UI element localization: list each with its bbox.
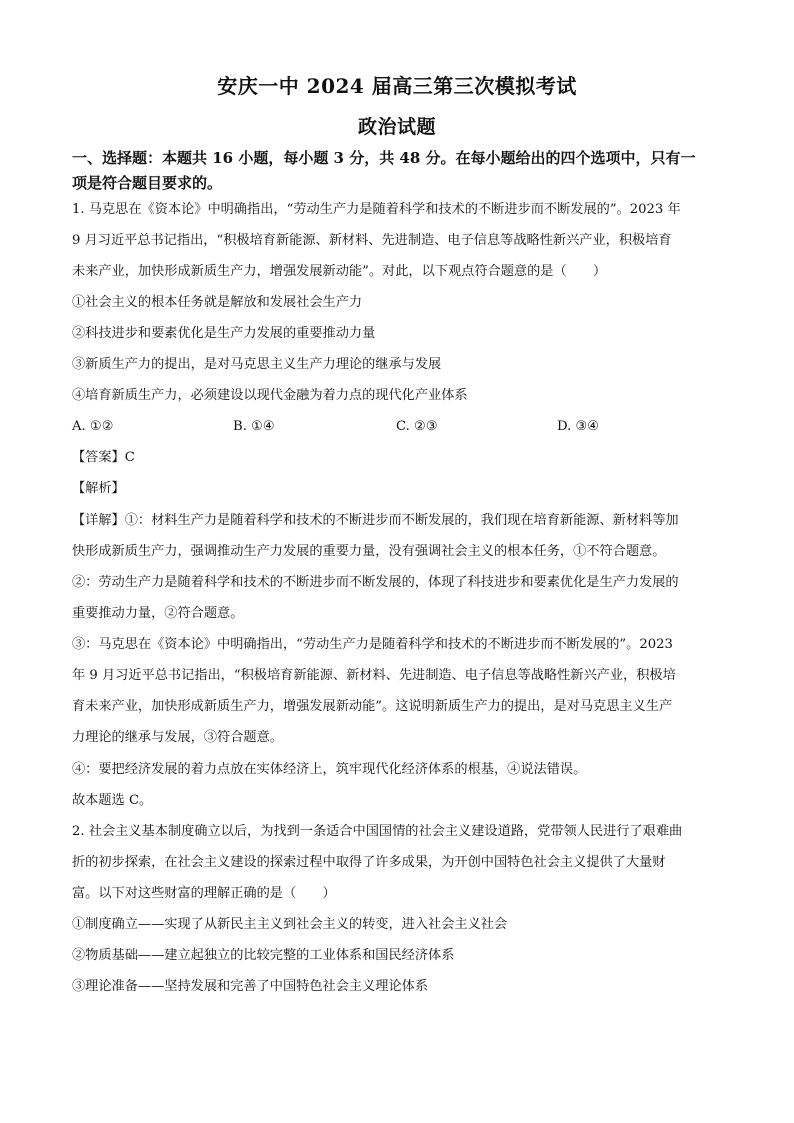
q1-statement-2: ②科技进步和要素优化是生产力发展的重要推动力量: [72, 326, 376, 341]
q1-detail-line1: 【详解】①：材料生产力是随着科学和技术的不断进步而不断发展的，我们现在培育新能源、新材料等加: [72, 513, 679, 528]
q1-detail-line6: 年 9 月习近平总书记指出，“积极培育新能源、新材料、先进制造、电子信息等战略性新兴产业，积极培: [72, 668, 676, 683]
q1-detail-line2: 快形成新质生产力，强调推动生产力发展的重要力量，没有强调社会主义的根本任务，①不符合题意。: [72, 544, 666, 559]
q1-stem-line1: 1. 马克思在《资本论》中明确指出，“劳动生产力是随着科学和技术的不断进步而不断发展的”。2023 年: [72, 202, 681, 217]
section-heading-line1: 一、选择题：本题共 16 小题，每小题 3 分，共 48 分。在每小题给出的四个选项中，只有一: [72, 149, 696, 167]
page-title: 安庆一中 2024 届高三第三次模拟考试: [217, 74, 577, 98]
q1-detail-line8: 力理论的继承与发展，③符合题意。: [72, 730, 283, 745]
q1-detail-line7: 育未来产业，加快形成新质生产力，增强发展新动能”。这说明新质生产力的提出，是对马克思主义生产: [72, 699, 673, 714]
q1-analysis-label: 【解析】: [72, 481, 125, 496]
q1-conclusion: 故本题选 C。: [72, 793, 153, 808]
q1-detail-line5: ③：马克思在《资本论》中明确指出，“劳动生产力是随着科学和技术的不断进步而不断发展的”。2023: [72, 637, 673, 652]
q1-option-a: A. ①②: [72, 419, 114, 434]
q1-statement-3: ③新质生产力的提出，是对马克思主义生产力理论的继承与发展: [72, 357, 442, 372]
q2-statement-3: ③理论准备——坚持发展和完善了中国特色社会主义理论体系: [72, 979, 429, 994]
page-subtitle: 政治试题: [357, 116, 436, 138]
q2-stem-line1: 2. 社会主义基本制度确立以后，为找到一条适合中国国情的社会主义建设道路，党带领人民进行了艰难曲: [72, 824, 683, 839]
q2-stem-line3: 富。以下对这些财富的理解正确的是（ ）: [72, 886, 336, 901]
q1-answer: 【答案】C: [72, 450, 135, 465]
q1-detail-line9: ④：要把经济发展的着力点放在实体经济上，筑牢现代化经济体系的根基，④说法错误。: [72, 762, 587, 777]
q2-stem-line2: 折的初步探索，在社会主义建设的探索过程中取得了许多成果，为开创中国特色社会主义提供了大量财: [72, 855, 666, 870]
q1-statement-4: ④培育新质生产力，必须建设以现代金融为着力点的现代化产业体系: [72, 388, 468, 403]
q1-stem-line3: 未来产业，加快形成新质生产力，增强发展新动能”。对此，以下观点符合题意的是（ ）: [72, 264, 607, 279]
q1-option-d: D. ③④: [557, 419, 600, 434]
section-heading-line2: 项是符合题目要求的。: [72, 174, 223, 192]
q1-statement-1: ①社会主义的根本任务就是解放和发展社会生产力: [72, 295, 363, 310]
q1-detail-line4: 重要推动力量，②符合题意。: [72, 606, 244, 621]
q1-detail-line3: ②：劳动生产力是随着科学和技术的不断进步而不断发展的，体现了科技进步和要素优化是生产力发展的: [72, 575, 679, 590]
q1-option-c: C. ②③: [396, 419, 438, 434]
q1-stem-line2: 9 月习近平总书记指出，“积极培育新能源、新材料、先进制造、电子信息等战略性新兴产业，积极培育: [72, 233, 672, 248]
q2-statement-1: ①制度确立——实现了从新民主主义到社会主义的转变，进入社会主义社会: [72, 917, 508, 932]
q2-statement-2: ②物质基础——建立起独立的比较完整的工业体系和国民经济体系: [72, 948, 455, 963]
q1-option-b: B. ①④: [233, 419, 275, 434]
